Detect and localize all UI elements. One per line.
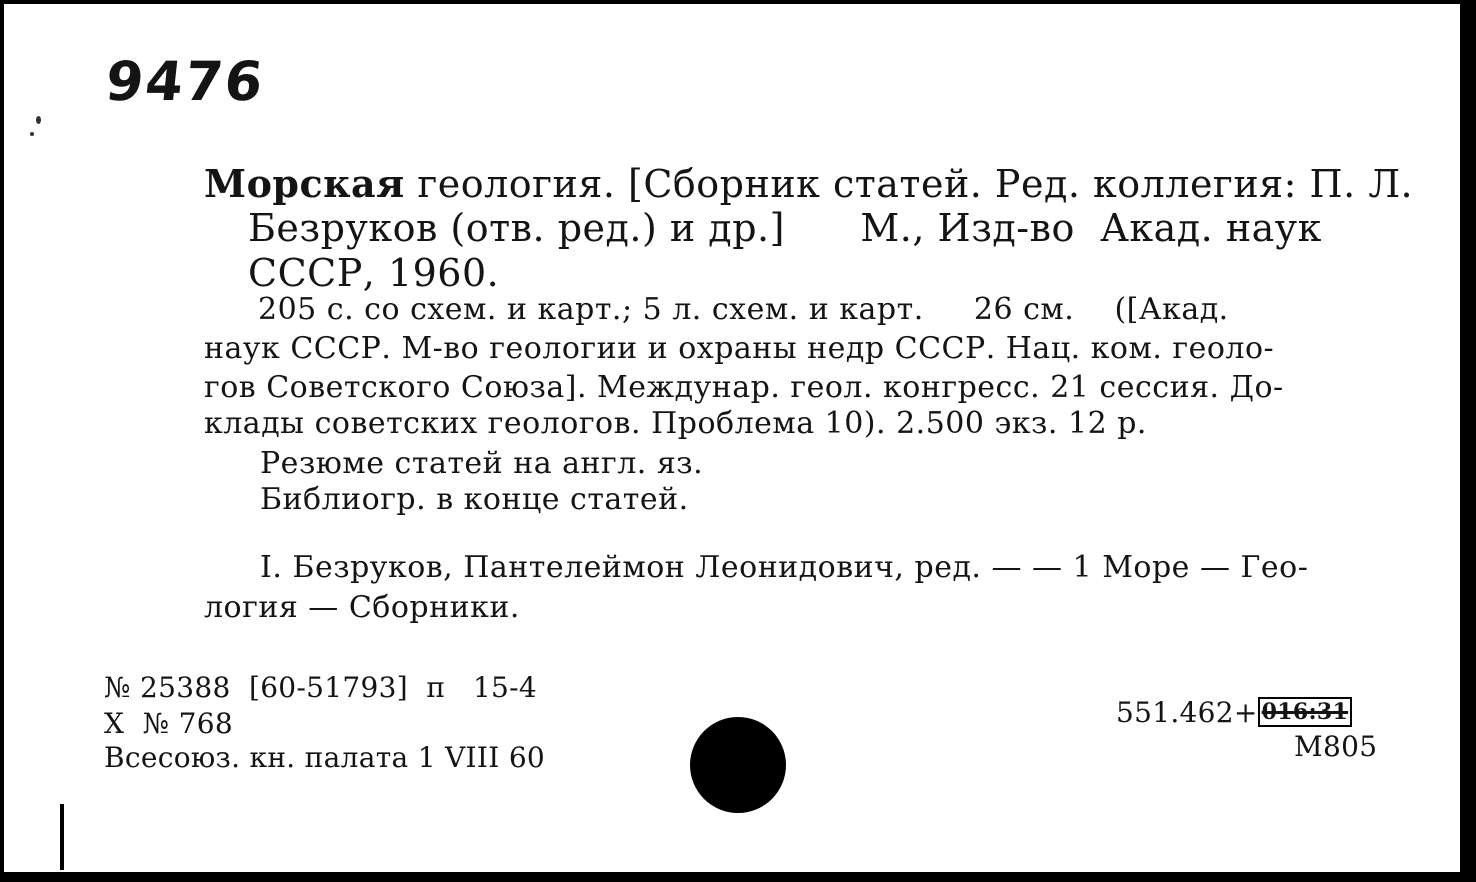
edge-mark [60,804,64,870]
speck [36,116,41,124]
note-summary: Резюме статей на англ. яз. [260,446,704,481]
classification-number [1116,696,1352,729]
title-bold-word: Морская [204,161,405,206]
classification-struck: 016:31 [1258,697,1352,727]
speck [30,132,34,136]
description-line-4: клады советских геологов. Проблема 10). 2.500 экз. 12 р. [204,406,1147,441]
description-line-3: гов Советского Союза]. Междунар. геол. конгресс. 21 сессия. До- [204,370,1284,405]
punch-hole [690,717,786,813]
title-line-1 [204,161,1413,206]
classification-main: 551.462+ [1116,696,1258,729]
description-line-1: 205 с. со схем. и карт.; 5 л. схем. и карт. 26 см. ([Акад. [258,292,1229,327]
tracing-line-1: I. Безруков, Пантелеймон Леонидович, ред. — — 1 Море — Гео- [260,550,1309,585]
footer-chamber: Всесоюз. кн. палата 1 VIII 60 [104,741,546,774]
note-bibliography: Библиогр. в конце статей. [260,482,689,517]
handwritten-number: 9476 [102,50,268,113]
tracing-line-2: логия — Сборники. [204,590,520,625]
title-line-2: Безруков (отв. ред.) и др.] М., Изд-во Акад. наук [248,206,1322,250]
title-line-3: СССР, 1960. [248,251,500,295]
footer-number: № 25388 [60-51793] п 15-4 [104,671,538,704]
description-line-2: наук СССР. М-во геологии и охраны недр СССР. Нац. ком. геоло- [204,331,1275,366]
cutter-number: M805 [1294,730,1378,763]
catalog-card [4,4,1466,876]
title-rest: геология. [Сборник статей. Ред. коллегия: П. Л. [404,162,1414,206]
footer-x-number: Х № 768 [104,707,233,740]
